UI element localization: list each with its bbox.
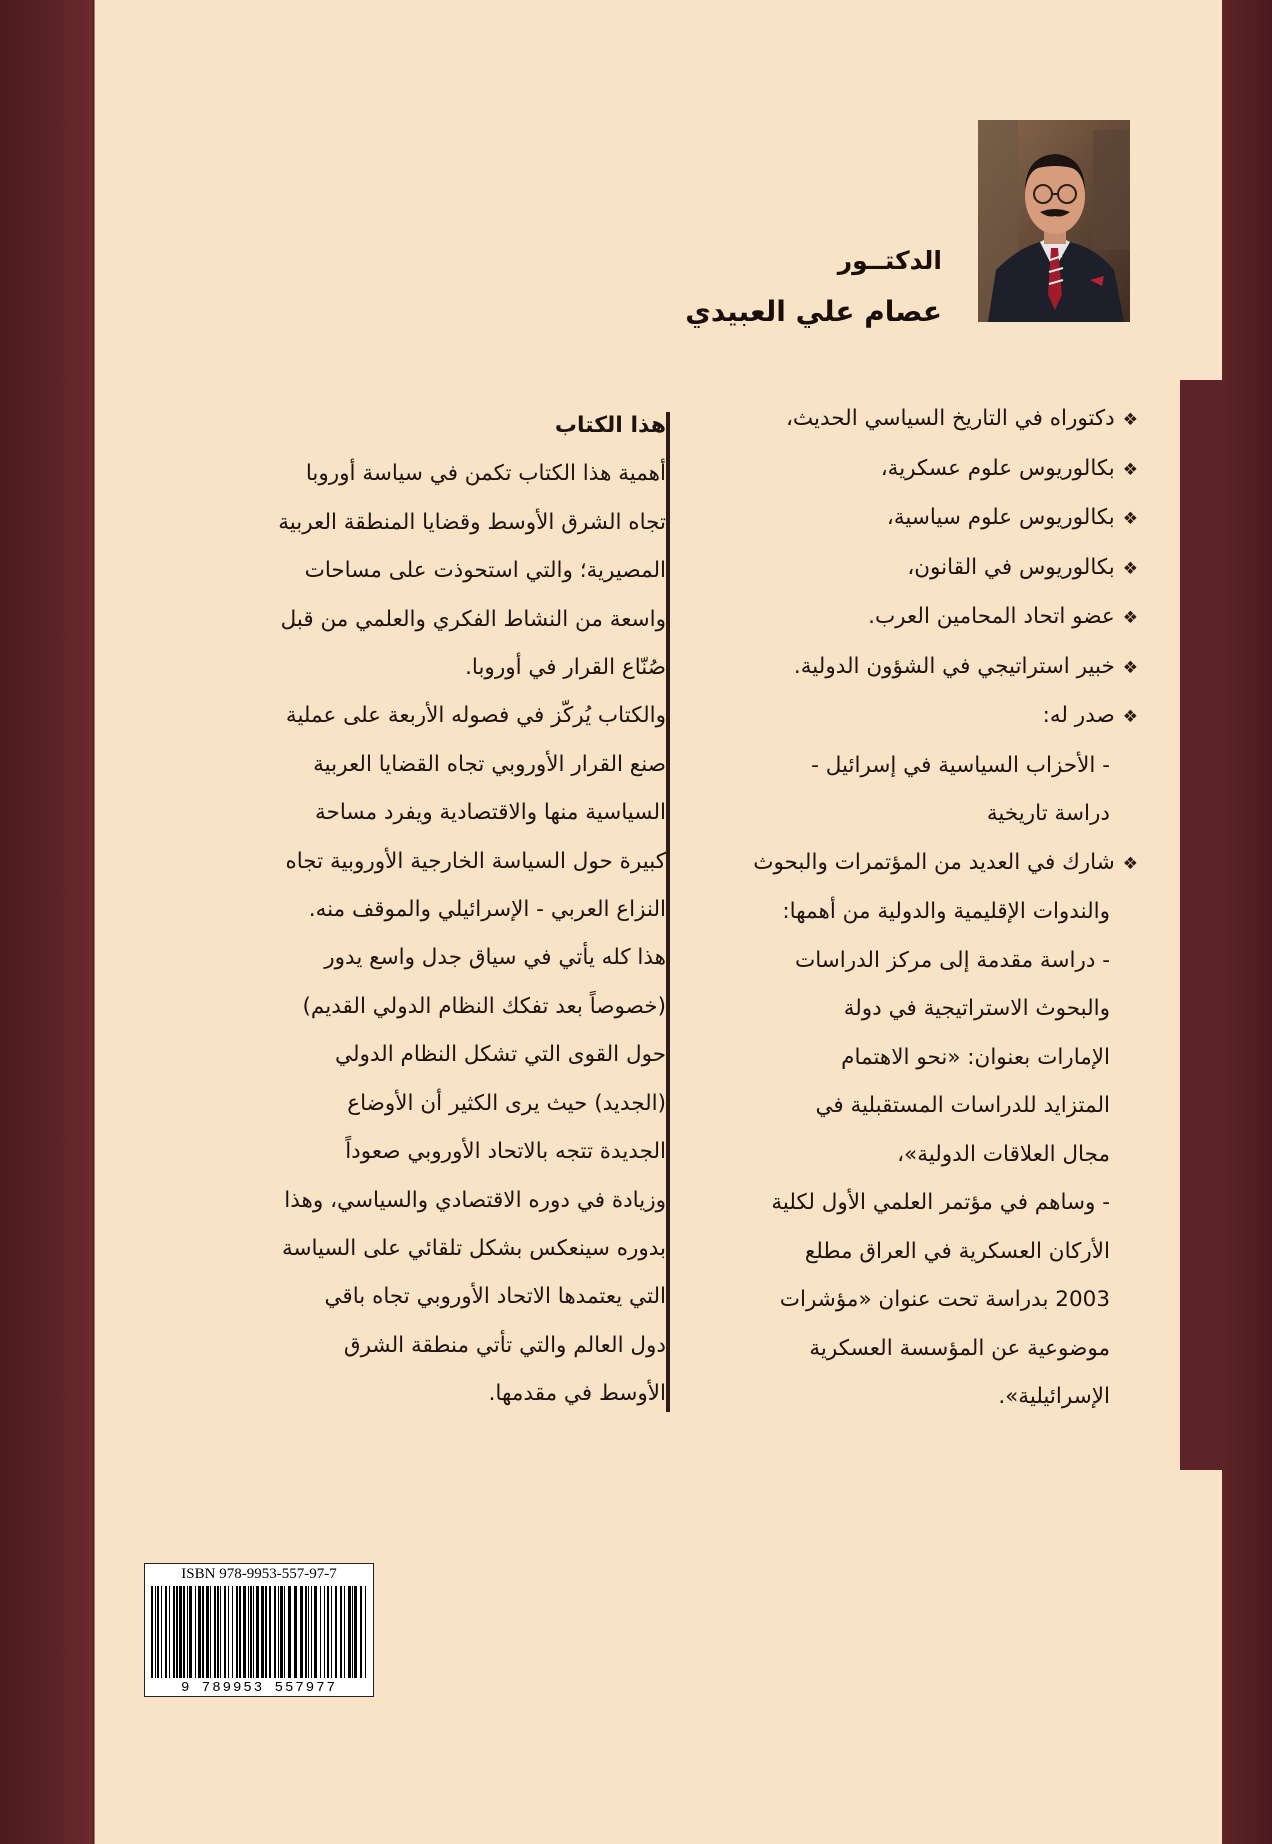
bio-item-text: بكالوريوس علوم عسكرية،	[880, 455, 1115, 481]
bio-item-text: صدر له:	[1042, 703, 1115, 728]
isbn-label: ISBN 978-9953-557-97-7	[181, 1566, 337, 1582]
bio-item	[690, 1228, 1138, 1277]
bio-item	[690, 839, 1138, 889]
bio-item-text: بكالوريوس في القانون،	[907, 554, 1115, 580]
about-line: (خصوصاً بعد تفكك النظام الدولي القديم)	[302, 993, 666, 1019]
bio-item	[690, 1373, 1138, 1422]
bio-item	[690, 692, 1138, 742]
about-line: وزيادة في دوره الاقتصادي والسياسي، وهذا	[284, 1187, 666, 1213]
bio-item	[690, 494, 1138, 544]
bio-item-text: 2003 بدراسة تحت عنوان «مؤشرات	[779, 1287, 1110, 1312]
about-line: النزاع العربي - الإسرائيلي والموقف منه.	[308, 897, 666, 923]
bio-item-text: مجال العلاقات الدولية»،	[897, 1141, 1110, 1167]
about-line: التي يعتمدها الاتحاد الأوروبي تجاه باقي	[324, 1284, 666, 1310]
bio-item-text: دكتوراه في التاريخ السياسي الحديث،	[785, 406, 1115, 431]
author-bio	[690, 395, 1138, 1422]
bio-item-text: والندوات الإقليمية والدولية من أهمها:	[782, 899, 1110, 924]
author-name: عصام علي العبيدي	[685, 295, 942, 328]
bio-item-text: دراسة تاريخية	[986, 801, 1110, 826]
bio-item-text: موضوعية عن المؤسسة العسكرية	[809, 1335, 1110, 1361]
about-line: السياسية منها والاقتصادية ويفرد مساحة	[315, 800, 666, 826]
about-line: والكتاب يُركّز في فصوله الأربعة على عملية	[285, 703, 666, 729]
about-heading: هذا الكتاب	[554, 413, 666, 438]
bullet-icon: ❖	[1122, 608, 1138, 628]
bio-item	[690, 1179, 1138, 1228]
author-photo	[978, 120, 1130, 322]
bio-item-text: الأركان العسكرية في العراق مطلع	[804, 1238, 1110, 1264]
bio-item-text: الإسرائيلية».	[998, 1384, 1110, 1409]
about-line: تجاه الشرق الأوسط وقضايا المنطقة العربية	[278, 509, 666, 535]
bullet-icon: ❖	[1122, 558, 1138, 579]
bio-item-text: خبير استراتيجي في الشؤون الدولية.	[793, 653, 1115, 679]
about-line: واسعة من النشاط الفكري والعلمي من قبل	[280, 606, 666, 632]
bio-item	[690, 1325, 1138, 1374]
about-line: صنع القرار الأوروبي تجاه القضايا العربية	[313, 751, 666, 777]
about-line: أهمية هذا الكتاب تكمن في سياسة أوروبا	[305, 461, 666, 487]
about-line: بدوره سينعكس بشكل تلقائي على السياسة	[281, 1235, 666, 1261]
bio-item	[690, 937, 1138, 986]
about-book	[186, 402, 666, 1419]
bio-item	[690, 985, 1138, 1034]
about-line: هذا كله يأتي في سياق جدل واسع يدور	[324, 945, 666, 971]
bio-item	[690, 790, 1138, 839]
bullet-icon: ❖	[1122, 657, 1138, 678]
bio-item	[690, 1034, 1138, 1083]
right-edge-strip	[1180, 380, 1222, 1470]
bio-item	[690, 888, 1138, 937]
author-title: الدكتــور	[837, 246, 942, 275]
bio-item-text: شارك في العديد من المؤتمرات والبحوث	[753, 849, 1115, 875]
about-line: المصيرية؛ والتي استحوذت على مساحات	[304, 558, 666, 584]
isbn-digits: 9 789953 557977	[145, 1680, 373, 1696]
bullet-icon: ❖	[1122, 410, 1138, 430]
barcode-bars	[145, 1564, 373, 1696]
bio-item-text: - الأحزاب السياسية في إسرائيل -	[811, 752, 1110, 778]
bio-item	[690, 1082, 1138, 1131]
bio-item	[690, 1131, 1138, 1180]
bio-item-text: بكالوريوس علوم سياسية،	[886, 505, 1115, 530]
bio-item-text: والبحوث الاستراتيجية في دولة	[843, 996, 1110, 1021]
bio-item	[690, 593, 1138, 643]
bio-item-text: - دراسة مقدمة إلى مركز الدراسات	[794, 947, 1110, 973]
about-line: حول القوى التي تشكل النظام الدولي	[335, 1042, 666, 1068]
bio-item-text: - وساهم في مؤتمر العلمي الأول لكلية	[771, 1190, 1110, 1215]
about-line: صُنّاع القرار في أوروبا.	[465, 655, 666, 681]
bio-item	[690, 395, 1138, 445]
bio-item	[690, 742, 1138, 791]
bullet-icon: ❖	[1122, 459, 1138, 480]
about-line: الجديدة تتجه بالاتحاد الأوروبي صعوداً	[345, 1139, 666, 1165]
bio-item-text: عضو اتحاد المحامين العرب.	[868, 604, 1115, 629]
isbn-barcode	[144, 1563, 374, 1697]
about-line: دول العالم والتي تأتي منطقة الشرق	[343, 1332, 666, 1358]
bullet-icon: ❖	[1122, 509, 1138, 529]
bio-item	[690, 544, 1138, 594]
bio-item-text: المتزايد للدراسات المستقبلية في	[815, 1093, 1110, 1118]
bullet-icon: ❖	[1122, 853, 1138, 874]
bio-item	[690, 643, 1138, 693]
bio-item	[690, 1276, 1138, 1325]
column-divider	[666, 412, 670, 1412]
bio-item-text: الإمارات بعنوان: «نحو الاهتمام	[841, 1044, 1110, 1070]
about-line: كبيرة حول السياسة الخارجية الأوروبية تجاه	[285, 848, 666, 874]
about-line: (الجديد) حيث يرى الكثير أن الأوضاع	[347, 1090, 666, 1116]
bio-item	[690, 445, 1138, 495]
about-line: الأوسط في مقدمها.	[488, 1381, 666, 1407]
bullet-icon: ❖	[1122, 707, 1138, 727]
